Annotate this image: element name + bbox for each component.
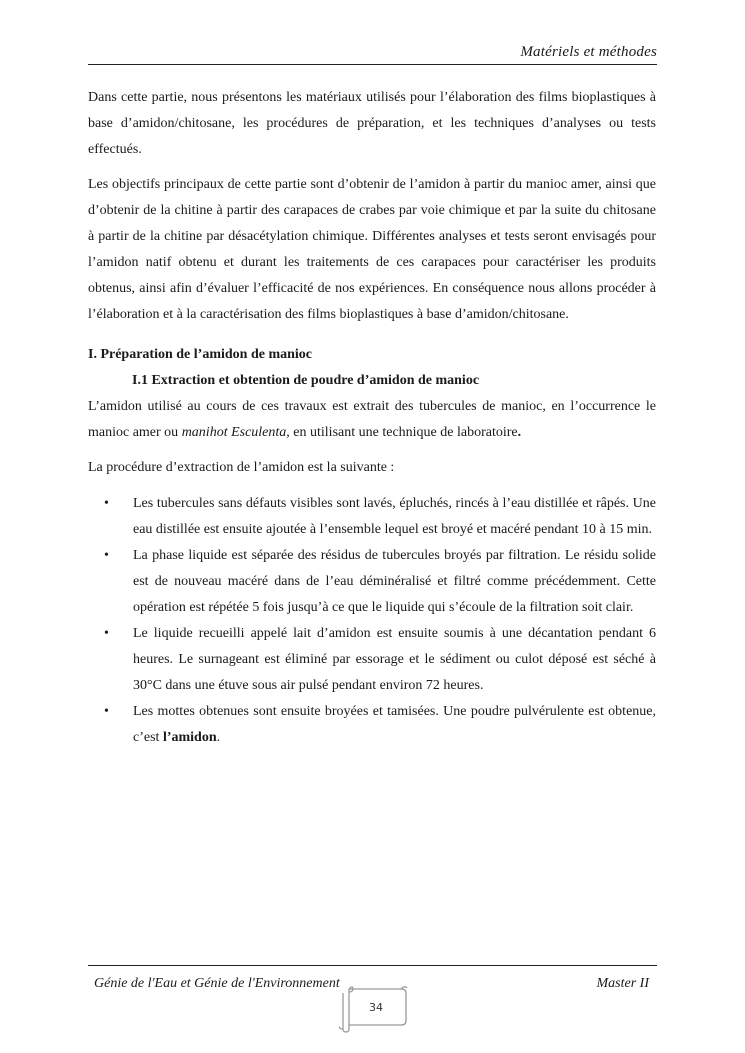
list-item	[88, 699, 656, 751]
footer-department: Génie de l'Eau et Génie de l'Environnement	[94, 976, 340, 991]
header-title: Matériels et méthodes	[520, 44, 657, 60]
list-item	[88, 543, 656, 621]
subsection-heading: I.1 Extraction et obtention de poudre d’amidon de manioc	[132, 373, 480, 388]
list-item-text-start: Les mottes obtenues sont ensuite broyées et tamisées. Une poudre pulvérulente est obtenue, c’est	[133, 704, 656, 745]
extraction-paragraph	[88, 394, 656, 446]
page-footer	[88, 965, 657, 991]
amidon-bold: l’amidon	[162, 730, 217, 745]
bullet-icon: •	[104, 496, 109, 511]
species-name: manihot Esculenta,	[181, 425, 290, 440]
extraction-text-start: L’amidon utilisé au cours de ces travaux est extrait des tubercules de manioc, en l’occurrence le manioc amer ou	[88, 399, 656, 440]
bullet-icon: •	[104, 626, 109, 641]
procedure-list	[88, 491, 656, 751]
list-item-text-end: .	[216, 730, 221, 745]
intro-paragraph-2: Les objectifs principaux de cette partie sont d’obtenir de l’amidon à partir du manioc amer, ainsi que d’obtenir de la chitine à partir des carapaces de crabes par voie chimique et par la suite du chitosane à partir de la chitine par désacétylation chimique. Différentes analyses et tests seront envisagés pour l’amidon natif obtenu et durant les traitements de ces carapaces pour caractériser les produits obtenus, ainsi afin d’évaluer l’efficacité de nos expériences. En conséquence nous allons procéder à l’élaboration et à la caractérisation des films bioplastiques à base d’amidon/chitosane.	[88, 177, 656, 322]
list-item-text: Les tubercules sans défauts visibles sont lavés, épluchés, rincés à l’eau distillée et râpés. Une eau distillée est ensuite ajoutée à l’ensemble lequel est broyé et macéré pendant 10 à 15 min.	[133, 496, 656, 537]
page-number-scroll	[339, 983, 409, 1033]
list-item-text: Le liquide recueilli appelé lait d’amidon est ensuite soumis à une décantation pendant 6 heures. Le surnageant est éliminé par essorage et le sédiment ou culot déposé est séché à 30°C dans une étuve sous air pulsé pendant environ 72 heures.	[133, 626, 656, 693]
list-item	[88, 621, 656, 699]
list-item	[88, 491, 656, 543]
intro-paragraph-1: Dans cette partie, nous présentons les matériaux utilisés pour l’élaboration des films bioplastiques à base d’amidon/chitosane, les procédures de préparation, et les techniques d’analyses ou tests effectués.	[88, 90, 656, 157]
page-number: 34	[369, 1001, 383, 1014]
extraction-period: .	[517, 425, 522, 440]
list-item-text: La phase liquide est séparée des résidus de tubercules broyés par filtration. Le résidu solide est de nouveau macéré dans de l’eau déminéralisé et filtré comme précédemment. Cette opération est répétée 5 fois jusqu’à ce que le liquide qui s’écoule de la filtration soit clair.	[133, 548, 656, 615]
page-header	[88, 38, 657, 65]
extraction-text-end: en utilisant une technique de laboratoire	[289, 425, 518, 440]
document-body	[88, 85, 656, 751]
footer-degree: Master II	[596, 976, 649, 991]
bullet-icon: •	[104, 548, 109, 563]
procedure-intro: La procédure d’extraction de l’amidon est la suivante :	[88, 460, 395, 475]
section-heading: I. Préparation de l’amidon de manioc	[88, 347, 312, 362]
bullet-icon: •	[104, 704, 109, 719]
